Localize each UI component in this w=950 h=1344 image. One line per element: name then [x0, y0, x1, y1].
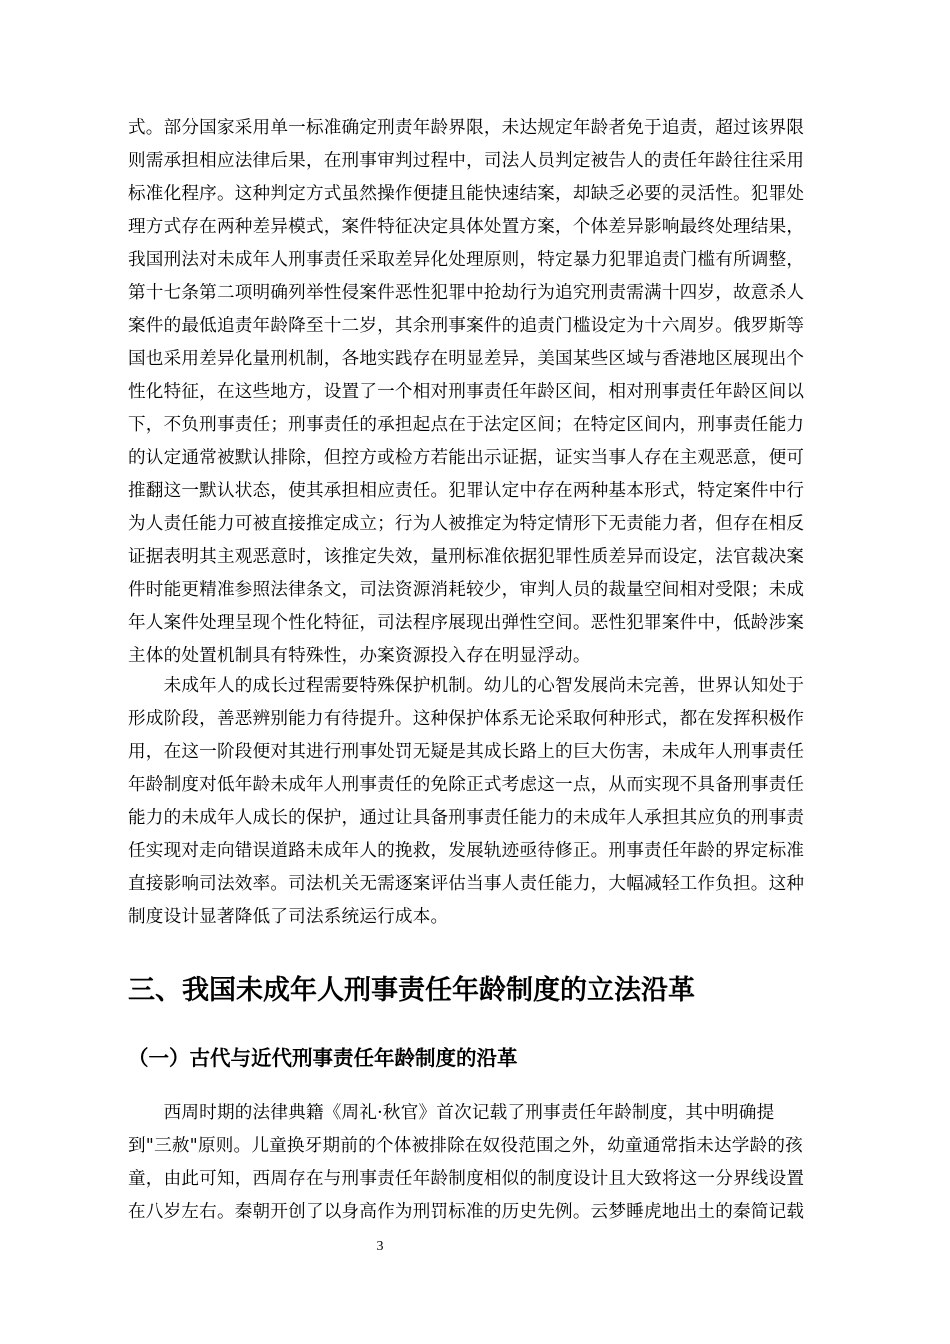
paragraph-western-zhou	[128, 1097, 858, 1229]
text-line: 标准化程序。这种判定方式虽然操作便捷且能快速结案，却缺乏必要的灵活性。犯罪处	[128, 184, 805, 204]
text-line: 在八岁左右。秦朝开创了以身高作为刑罚标准的历史先例。云梦睡虎地出土的秦简记载	[128, 1202, 805, 1222]
paragraph-legal-systems	[128, 112, 858, 673]
text-line: 为人责任能力可被直接推定成立；行为人被推定为特定情形下无责能力者，但存在相反	[128, 514, 805, 534]
text-line: 年人案件处理呈现个性化特征，司法程序展现出弹性空间。恶性犯罪案件中，低龄涉案	[128, 613, 805, 633]
text-line: 证据表明其主观恶意时，该推定失效，量刑标准依据犯罪性质差异而设定，法官裁决案	[128, 547, 805, 567]
text-line: 年龄制度对低年龄未成年人刑事责任的免除正式考虑这一点，从而实现不具备刑事责任	[128, 775, 805, 795]
text-line: 第十七条第二项明确列举性侵案件恶性犯罪中抢劫行为追究刑责需满十四岁，故意杀人	[128, 283, 805, 303]
paragraph-minor-protection	[128, 670, 858, 934]
text-line: 西周时期的法律典籍《周礼·秋官》首次记载了刑事责任年龄制度，其中明确提	[128, 1103, 775, 1123]
text-line: 形成阶段，善恶辨别能力有待提升。这种保护体系无论采取何种形式，都在发挥积极作	[128, 709, 805, 729]
text-line: 的认定通常被默认排除，但控方或检方若能出示证据，证实当事人存在主观恶意，便可	[128, 448, 805, 468]
text-line: 任实现对走向错误道路未成年人的挽救，发展轨迹亟待修正。刑事责任年龄的界定标准	[128, 841, 805, 861]
text-line: 式。部分国家采用单一标准确定刑责年龄界限，未达规定年龄者免于追责，超过该界限	[128, 118, 805, 138]
text-line: 理方式存在两种差异模式，案件特征决定具体处置方案，个体差异影响最终处理结果，	[128, 217, 805, 237]
text-line: 下，不负刑事责任；刑事责任的承担起点在于法定区间；在特定区间内，刑事责任能力	[128, 415, 805, 435]
text-line: 到"三赦"原则。儿童换牙期前的个体被排除在奴役范围之外，幼童通常指未达学龄的孩	[128, 1136, 803, 1156]
section-heading: 三、我国未成年人刑事责任年龄制度的立法沿革	[128, 975, 695, 1006]
text-line: 国也采用差异化量刑机制，各地实践存在明显差异，美国某些区域与香港地区展现出个	[128, 349, 805, 369]
text-line: 则需承担相应法律后果，在刑事审判过程中，司法人员判定被告人的责任年龄往往采用	[128, 151, 805, 171]
text-line: 主体的处置机制具有特殊性，办案资源投入存在明显浮动。	[128, 646, 591, 666]
subsection-heading: （一）古代与近代刑事责任年龄制度的沿革	[128, 1046, 518, 1070]
text-line: 案件的最低追责年龄降至十二岁，其余刑事案件的追责门槛设定为十六周岁。俄罗斯等	[128, 316, 805, 336]
page-number: 3	[376, 1239, 384, 1254]
text-line: 用，在这一阶段便对其进行刑事处罚无疑是其成长路上的巨大伤害，未成年人刑事责任	[128, 742, 805, 762]
text-line: 童，由此可知，西周存在与刑事责任年龄制度相似的制度设计且大致将这一分界线设置	[128, 1169, 805, 1189]
text-line: 推翻这一默认状态，使其承担相应责任。犯罪认定中存在两种基本形式，特定案件中行	[128, 481, 805, 501]
text-line: 能力的未成年人成长的保护，通过让具备刑事责任能力的未成年人承担其应负的刑事责	[128, 808, 805, 828]
text-line: 未成年人的成长过程需要特殊保护机制。幼儿的心智发展尚未完善，世界认知处于	[128, 676, 805, 696]
text-line: 制度设计显著降低了司法系统运行成本。	[128, 907, 449, 927]
text-line: 我国刑法对未成年人刑事责任采取差异化处理原则，特定暴力犯罪追责门槛有所调整，	[128, 250, 805, 270]
text-line: 直接影响司法效率。司法机关无需逐案评估当事人责任能力，大幅减轻工作负担。这种	[128, 874, 805, 894]
text-line: 性化特征，在这些地方，设置了一个相对刑事责任年龄区间，相对刑事责任年龄区间以	[128, 382, 805, 402]
text-line: 件时能更精准参照法律条文，司法资源消耗较少，审判人员的裁量空间相对受限；未成	[128, 580, 805, 600]
